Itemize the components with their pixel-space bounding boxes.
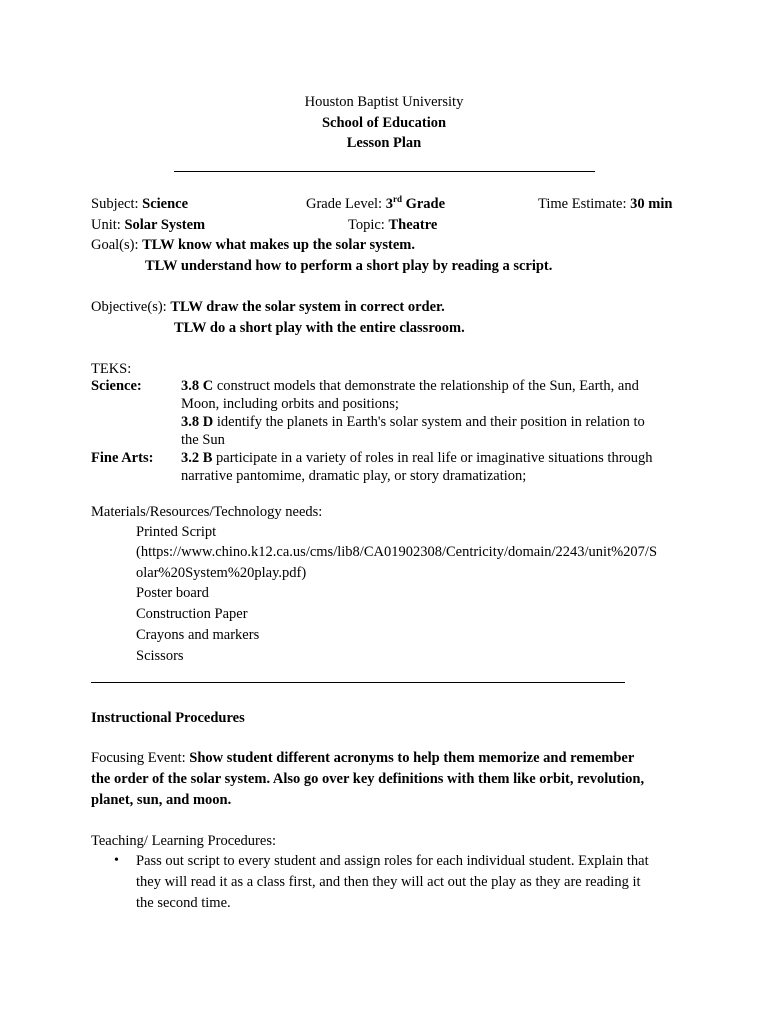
material-item: Construction Paper: [136, 606, 248, 622]
material-item: Scissors: [136, 648, 184, 664]
topic-value: Theatre: [388, 217, 438, 233]
teks-text: participate in a variety of roles in real life or imaginative situations through: [212, 450, 653, 466]
material-item: Printed Script: [136, 524, 217, 540]
goal-item: TLW know what makes up the solar system.: [142, 237, 416, 253]
teks-item-continued: narrative pantomime, dramatic play, or story dramatization;: [181, 468, 527, 484]
subject-value: Science: [142, 196, 189, 212]
grade-ordinal: rd: [392, 194, 402, 204]
goal-item: TLW understand how to perform a short play by reading a script.: [145, 258, 553, 274]
procedures-heading: Instructional Procedures: [91, 710, 245, 726]
time-label: Time Estimate:: [538, 196, 627, 212]
bullet-icon: •: [114, 853, 119, 868]
teks-item: [181, 451, 653, 466]
objective-item: TLW draw the solar system in correct order.: [170, 299, 445, 315]
time-estimate-field: [538, 197, 672, 212]
unit-value: Solar System: [124, 217, 206, 233]
unit-label: Unit:: [91, 217, 121, 233]
focusing-label: Focusing Event:: [91, 750, 186, 766]
document-title: Lesson Plan: [346, 135, 422, 151]
time-value: 30 min: [630, 196, 673, 212]
objective-item: TLW do a short play with the entire classroom.: [174, 320, 465, 336]
procedure-step-continued: they will read it as a class first, and then they will act out the play as they are reading it: [136, 874, 641, 890]
focusing-text-continued: the order of the solar system. Also go over key definitions with them like orbit, revolution,: [91, 771, 645, 787]
focusing-event-line-1: [91, 751, 634, 766]
grade-field: [306, 194, 446, 212]
teks-science-label: Science:: [91, 378, 142, 394]
teaching-procedures-label: Teaching/ Learning Procedures:: [91, 833, 276, 849]
material-link: (https://www.chino.k12.ca.us/cms/lib8/CA01902308/Centricity/domain/2243/unit%207/S: [136, 544, 658, 560]
focusing-text: Show student different acronyms to help them memorize and remember: [189, 750, 635, 766]
topic-label: Topic:: [348, 217, 385, 233]
teks-code: 3.2 B: [181, 450, 213, 466]
teks-item-continued: the Sun: [181, 432, 225, 448]
grade-word: Grade: [405, 196, 446, 212]
teks-heading: TEKS:: [91, 361, 132, 377]
material-item: Crayons and markers: [136, 627, 260, 643]
teks-fine-arts-label: Fine Arts:: [91, 450, 154, 466]
grade-value: [386, 196, 445, 212]
objectives-label: Objective(s):: [91, 299, 167, 315]
teks-item-continued: Moon, including orbits and positions;: [181, 396, 399, 412]
university-name: Houston Baptist University: [304, 94, 464, 110]
materials-label: Materials/Resources/Technology needs:: [91, 504, 323, 520]
focusing-text-continued: planet, sun, and moon.: [91, 792, 232, 808]
procedure-step: Pass out script to every student and assign roles for each individual student. Explain that: [136, 853, 649, 869]
grade-label: Grade Level:: [306, 196, 383, 212]
subject-label: Subject:: [91, 196, 139, 212]
goals-label: Goal(s):: [91, 237, 139, 253]
goals-line-1: [91, 238, 415, 253]
section-divider: [91, 682, 625, 683]
teks-code: 3.8 C: [181, 378, 214, 394]
teks-text: identify the planets in Earth's solar system and their position in relation to: [213, 414, 645, 430]
teks-code: 3.8 D: [181, 414, 214, 430]
material-link-continued: olar%20System%20play.pdf): [136, 565, 307, 581]
objectives-line-1: [91, 300, 445, 315]
procedure-step-continued: the second time.: [136, 895, 231, 911]
header-divider: [174, 171, 595, 172]
teks-text: construct models that demonstrate the relationship of the Sun, Earth, and: [213, 378, 639, 394]
unit-field: [91, 218, 205, 233]
teks-item: [181, 415, 645, 430]
subject-field: [91, 197, 188, 212]
teks-item: [181, 379, 639, 394]
school-name: School of Education: [321, 115, 447, 131]
grade-number: 3: [385, 196, 393, 212]
material-item: Poster board: [136, 585, 209, 601]
topic-field: [348, 218, 437, 233]
